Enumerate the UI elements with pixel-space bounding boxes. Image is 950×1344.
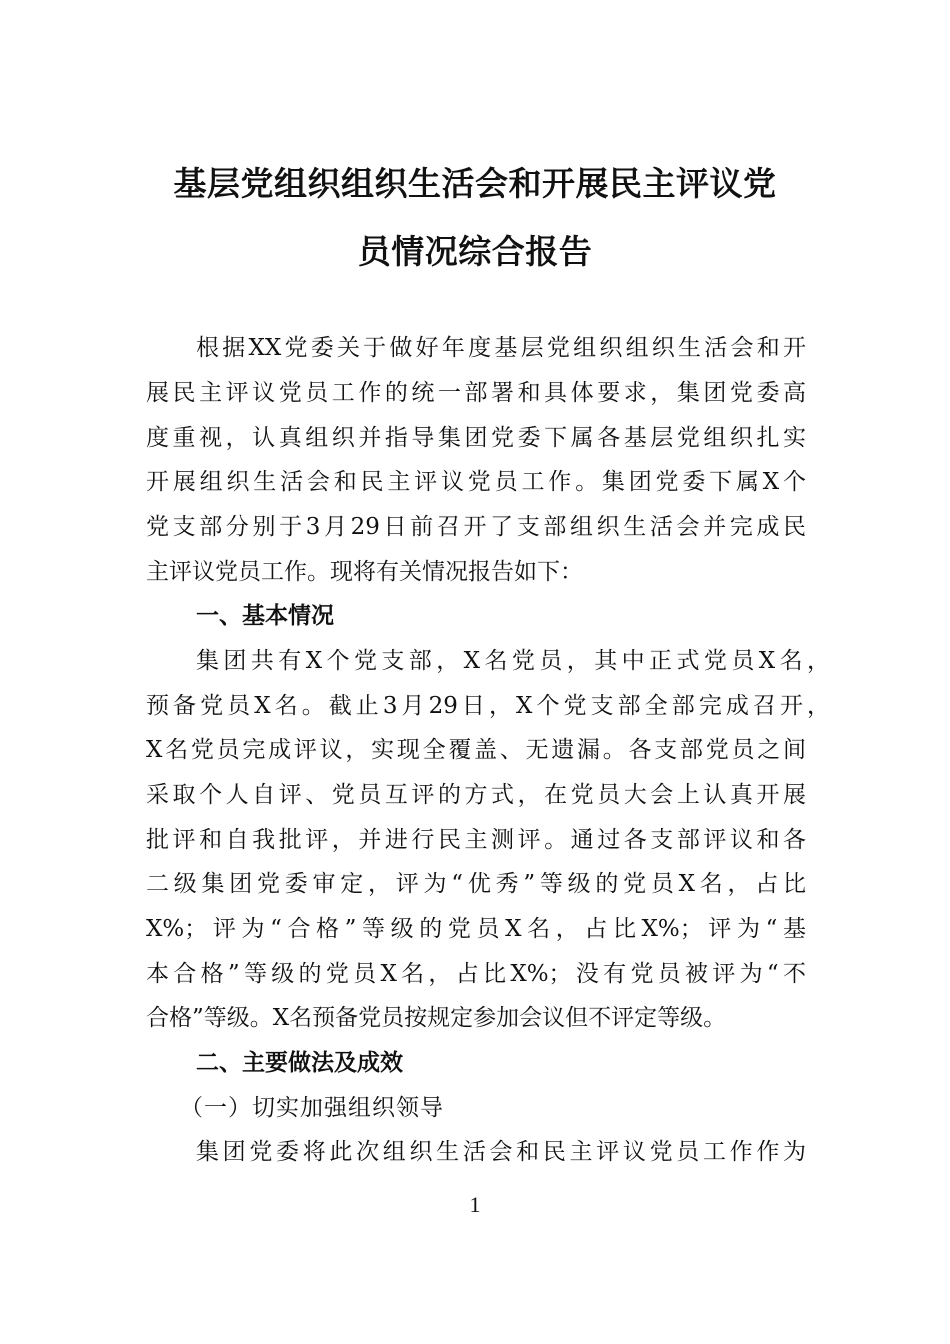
section-1-line-9: 合格”等级。X名预备党员按规定参加会议但不评定等级。 xyxy=(146,1005,727,1031)
intro-line-3: 度重视，认真组织并指导集团党委下属各基层党组织扎实 xyxy=(146,425,806,451)
document-title-line-1: 基层党组织组织生活会和开展民主评议党 xyxy=(173,164,777,203)
section-1-line-5: 批评和自我批评，并进行民主测评。通过各支部评议和各 xyxy=(146,827,806,853)
intro-line-1: 根据XX党委关于做好年度基层党组织组织生活会和开 xyxy=(196,335,806,361)
document-title-line-2: 员情况综合报告 xyxy=(357,232,593,271)
section-1-line-4: 采取个人自评、党员互评的方式，在党员大会上认真开展 xyxy=(146,782,806,808)
intro-line-6: 主评议党员工作。现将有关情况报告如下： xyxy=(146,559,583,585)
intro-line-4: 开展组织生活会和民主评议党员工作。集团党委下属X个 xyxy=(146,469,806,495)
section-1-line-2: 预备党员X名。截止3月29日，X个党支部全部完成召开， xyxy=(146,693,830,719)
section-2-subheading-1: （一）切实加强组织领导 xyxy=(180,1095,444,1121)
intro-line-5: 党支部分别于3月29日前召开了支部组织生活会并完成民 xyxy=(146,514,806,540)
section-1-line-3: X名党员完成评议，实现全覆盖、无遗漏。各支部党员之间 xyxy=(146,737,806,763)
section-1-line-1: 集团共有X个党支部，X名党员，其中正式党员X名， xyxy=(196,648,830,674)
section-1-line-6: 二级集团党委审定，评为“优秀”等级的党员X名，占比 xyxy=(146,871,806,897)
section-2-heading: 二、主要做法及成效 xyxy=(196,1050,403,1076)
section-2-line-1: 集团党委将此次组织生活会和民主评议党员工作作为 xyxy=(196,1139,806,1165)
section-1-heading: 一、基本情况 xyxy=(196,603,334,629)
section-1-line-7: X%；评为“合格”等级的党员X名，占比X%；评为“基 xyxy=(146,916,806,942)
page-number: 1 xyxy=(469,1192,481,1217)
intro-line-2: 展民主评议党员工作的统一部署和具体要求，集团党委高 xyxy=(146,380,806,406)
section-1-line-8: 本合格”等级的党员X名，占比X%；没有党员被评为“不 xyxy=(146,961,806,987)
